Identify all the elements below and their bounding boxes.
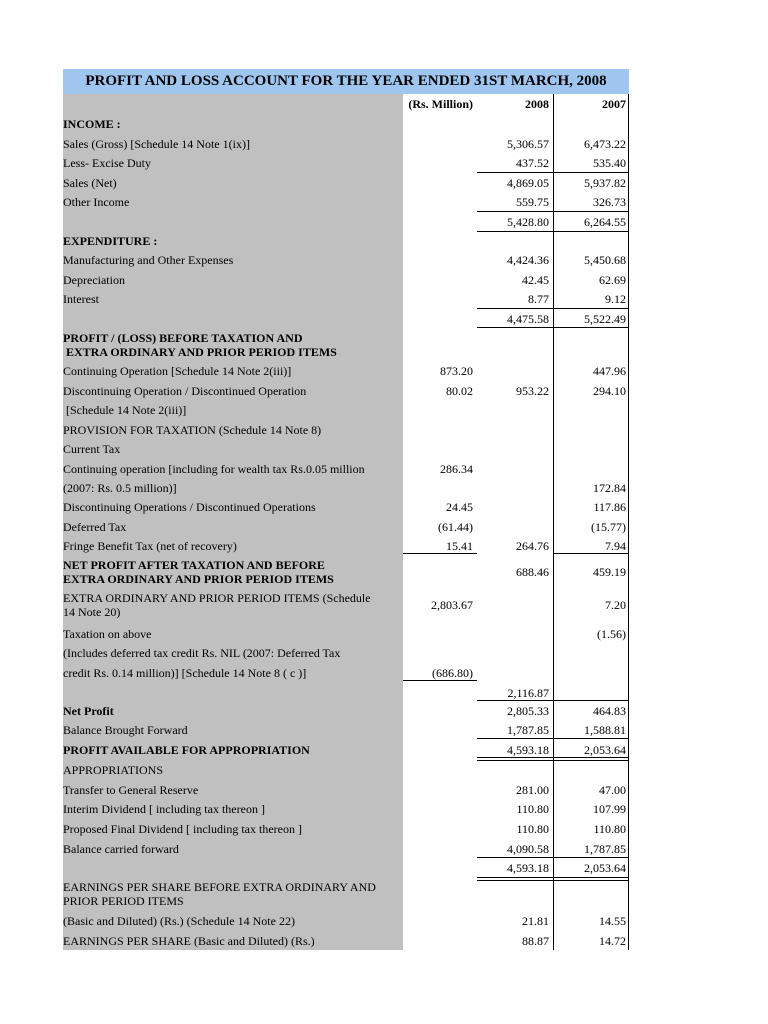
amount-2007-cell: 459.19 (593, 565, 626, 579)
table-row (63, 666, 629, 680)
amount-2007-cell: 6,473.22 (584, 137, 626, 151)
sheet-title: PROFIT AND LOSS ACCOUNT FOR THE YEAR ENDED 31ST MARCH, 2008 (63, 69, 629, 94)
table-row (63, 704, 629, 718)
rule (553, 738, 629, 739)
row-label: NET PROFIT AFTER TAXATION AND BEFORE EXTRA ORDINARY AND PRIOR PERIOD ITEMS (63, 558, 334, 586)
amount-2008-cell: 5,306.57 (507, 137, 549, 151)
row-label: PROFIT AVAILABLE FOR APPROPRIATION (63, 743, 310, 757)
rule (477, 211, 553, 212)
amount-2007-cell: 14.55 (599, 914, 626, 928)
rule (553, 327, 629, 328)
rule (477, 231, 553, 232)
amount-2007-cell: 6,264.55 (584, 215, 626, 229)
row-label: EXTRA ORDINARY AND PRIOR PERIOD ITEMS (Schedule 14 Note 20) (63, 591, 371, 619)
amount-2007-cell: 2,053.64 (584, 743, 626, 757)
amount-2008-cell: 4,424.36 (507, 253, 549, 267)
amount-2008-cell: 264.76 (516, 539, 549, 553)
row-label: Taxation on above (63, 627, 152, 641)
sub-amount-cell: 286.34 (440, 462, 473, 476)
table-row (63, 558, 629, 586)
row-label: EARNINGS PER SHARE BEFORE EXTRA ORDINARY AND PRIOR PERIOD ITEMS (63, 880, 376, 908)
amount-2007-cell: 1,787.85 (584, 842, 626, 856)
rule (477, 880, 553, 881)
table-row (63, 914, 629, 928)
table-row (63, 822, 629, 836)
row-label: Continuing Operation [Schedule 14 Note 2(iii)] (63, 364, 292, 378)
amount-2008-cell: 4,475.58 (507, 312, 549, 326)
amount-2007-cell: 14.72 (599, 934, 626, 948)
rule (477, 327, 553, 328)
row-label: [Schedule 14 Note 2(iii)] (63, 403, 187, 417)
row-label: PROVISION FOR TAXATION (Schedule 14 Note 8) (63, 423, 322, 437)
table-row (63, 234, 629, 248)
row-label: EXPENDITURE : (63, 234, 158, 248)
table-row (63, 842, 629, 856)
row-label: (Includes deferred tax credit Rs. NIL (2007: Deferred Tax (63, 646, 341, 660)
table-row (63, 403, 629, 417)
amount-2008-cell: 2,116.87 (507, 686, 549, 700)
amount-2008-cell: 21.81 (522, 914, 549, 928)
amount-2007-cell: 7.20 (605, 598, 626, 612)
table-row (63, 686, 629, 700)
table-row (63, 364, 629, 378)
amount-2008-cell: 4,090.58 (507, 842, 549, 856)
row-label: APPROPRIATIONS (63, 763, 164, 777)
table-row (63, 481, 629, 495)
rule (477, 308, 553, 309)
table-row (63, 137, 629, 151)
row-label: Depreciation (63, 273, 125, 287)
row-label: (2007: Rs. 0.5 million)] (63, 481, 177, 495)
table-row (63, 442, 629, 456)
row-label: Discontinuing Operations / Discontinued Operations (63, 500, 316, 514)
table-row (63, 215, 629, 229)
rule (553, 877, 629, 878)
sub-amount-cell: (686.80) (432, 666, 473, 680)
table-row (63, 117, 629, 131)
amount-2007-cell: 2,053.64 (584, 861, 626, 875)
table-row (63, 591, 629, 619)
rule (403, 680, 477, 681)
amount-2008-cell: 110.80 (516, 802, 549, 816)
sub-amount-cell: 24.45 (446, 500, 473, 514)
amount-2008-cell: 4,593.18 (507, 743, 549, 757)
table-row (63, 500, 629, 514)
amount-2008-cell: 559.75 (516, 195, 549, 209)
unit-header: (Rs. Million) (408, 97, 473, 111)
amount-2007-cell: 62.69 (599, 273, 626, 287)
amount-2008-cell: 953.22 (516, 384, 549, 398)
amount-2008-cell: 8.77 (528, 292, 549, 306)
amount-2007-cell: (1.56) (597, 627, 626, 641)
row-label: Manufacturing and Other Expenses (63, 253, 234, 267)
row-label: Sales (Net) (63, 176, 117, 190)
table-row (63, 423, 629, 437)
table-row (63, 253, 629, 267)
table-row (63, 861, 629, 875)
row-label: Discontinuing Operation / Discontinued Operation (63, 384, 307, 398)
table-row (63, 539, 629, 553)
table-row (63, 176, 629, 190)
table-row (63, 934, 629, 948)
row-label: Current Tax (63, 442, 121, 456)
rule (553, 760, 629, 761)
sub-amount-cell: 15.41 (446, 539, 473, 553)
table-row (63, 646, 629, 660)
amount-2007-cell: (15.77) (591, 520, 626, 534)
row-label: Other Income (63, 195, 130, 209)
rule (553, 553, 629, 554)
row-label: Proposed Final Dividend [ including tax thereon ] (63, 822, 302, 836)
amount-2008-cell: 437.52 (516, 156, 549, 170)
rule (477, 857, 553, 858)
row-label: Less- Excise Duty (63, 156, 151, 170)
amount-2007-cell: 7.94 (605, 539, 626, 553)
amount-2007-cell: 107.99 (593, 802, 626, 816)
amount-2008-cell: 2,805.33 (507, 704, 549, 718)
rule (477, 757, 553, 758)
amount-2007-cell: 535.40 (593, 156, 626, 170)
row-label: Fringe Benefit Tax (net of recovery) (63, 539, 237, 553)
amount-2007-cell: 447.96 (593, 364, 626, 378)
amount-2008-cell: 281.00 (516, 783, 549, 797)
row-label: EARNINGS PER SHARE (Basic and Diluted) (Rs.) (63, 934, 315, 948)
table-row (63, 331, 629, 359)
rule (553, 880, 629, 881)
amount-2008-cell: 1,787.85 (507, 723, 549, 737)
table-row (63, 520, 629, 534)
table-row (63, 723, 629, 737)
amount-2007-cell: 5,450.68 (584, 253, 626, 267)
table-row (63, 292, 629, 306)
row-label: INCOME : (63, 117, 121, 131)
rule (477, 172, 553, 173)
row-label: Continuing operation [including for wealth tax Rs.0.05 million (63, 462, 365, 476)
sub-amount-cell: 80.02 (446, 384, 473, 398)
amount-2008-cell: 5,428.80 (507, 215, 549, 229)
row-label: Net Profit (63, 704, 114, 718)
amount-2007-cell: 326.73 (593, 195, 626, 209)
rule (477, 760, 553, 761)
table-row (63, 462, 629, 476)
amount-2007-cell: 172.84 (593, 481, 626, 495)
rule (553, 172, 629, 173)
rule (553, 211, 629, 212)
rule (477, 738, 553, 739)
table-row (63, 273, 629, 287)
row-label: Transfer to General Reserve (63, 783, 199, 797)
amount-2007-cell: 5,522.49 (584, 312, 626, 326)
row-label: Deferred Tax (63, 520, 127, 534)
rule (403, 553, 477, 554)
rule (553, 231, 629, 232)
profit-loss-sheet (63, 69, 629, 950)
rule (553, 308, 629, 309)
row-label: Sales (Gross) [Schedule 14 Note 1(ix)] (63, 137, 250, 151)
table-row (63, 195, 629, 209)
rule (477, 877, 553, 878)
amount-2007-cell: 117.86 (593, 500, 626, 514)
amount-2008-cell: 110.80 (516, 822, 549, 836)
amount-2007-cell: 294.10 (593, 384, 626, 398)
rule (477, 700, 553, 701)
sub-amount-cell: 873.20 (440, 364, 473, 378)
row-label: PROFIT / (LOSS) BEFORE TAXATION AND EXTRA ORDINARY AND PRIOR PERIOD ITEMS (63, 331, 337, 359)
table-row (63, 627, 629, 641)
table-row (63, 312, 629, 326)
rule (553, 757, 629, 758)
amount-2008-cell: 4,869.05 (507, 176, 549, 190)
table-row (63, 802, 629, 816)
row-label: Interim Dividend [ including tax thereon ] (63, 802, 265, 816)
row-label: Interest (63, 292, 99, 306)
amount-2008-cell: 88.87 (522, 934, 549, 948)
row-label: Balance Brought Forward (63, 723, 188, 737)
table-row (63, 384, 629, 398)
amount-2007-cell: 9.12 (605, 292, 626, 306)
amount-2008-cell: 4,593.18 (507, 861, 549, 875)
table-row (63, 743, 629, 757)
row-label: Balance carried forward (63, 842, 179, 856)
sub-amount-cell: 2,803.67 (431, 598, 473, 612)
sub-amount-cell: (61.44) (438, 520, 473, 534)
year-2007-header: 2007 (602, 97, 626, 111)
year-2008-header: 2008 (525, 97, 549, 111)
rule (553, 857, 629, 858)
table-row (63, 763, 629, 777)
amount-2008-cell: 42.45 (522, 273, 549, 287)
amount-2007-cell: 5,937.82 (584, 176, 626, 190)
amount-2007-cell: 1,588.81 (584, 723, 626, 737)
rule (553, 700, 629, 701)
table-row (63, 880, 629, 908)
amount-2008-cell: 688.46 (516, 565, 549, 579)
amount-2007-cell: 47.00 (599, 783, 626, 797)
table-row (63, 783, 629, 797)
amount-2007-cell: 110.80 (593, 822, 626, 836)
amount-2007-cell: 464.83 (593, 704, 626, 718)
row-label: credit Rs. 0.14 million)] [Schedule 14 Note 8 ( c )] (63, 666, 307, 680)
row-label: (Basic and Diluted) (Rs.) (Schedule 14 Note 22) (63, 914, 295, 928)
table-row (63, 156, 629, 170)
